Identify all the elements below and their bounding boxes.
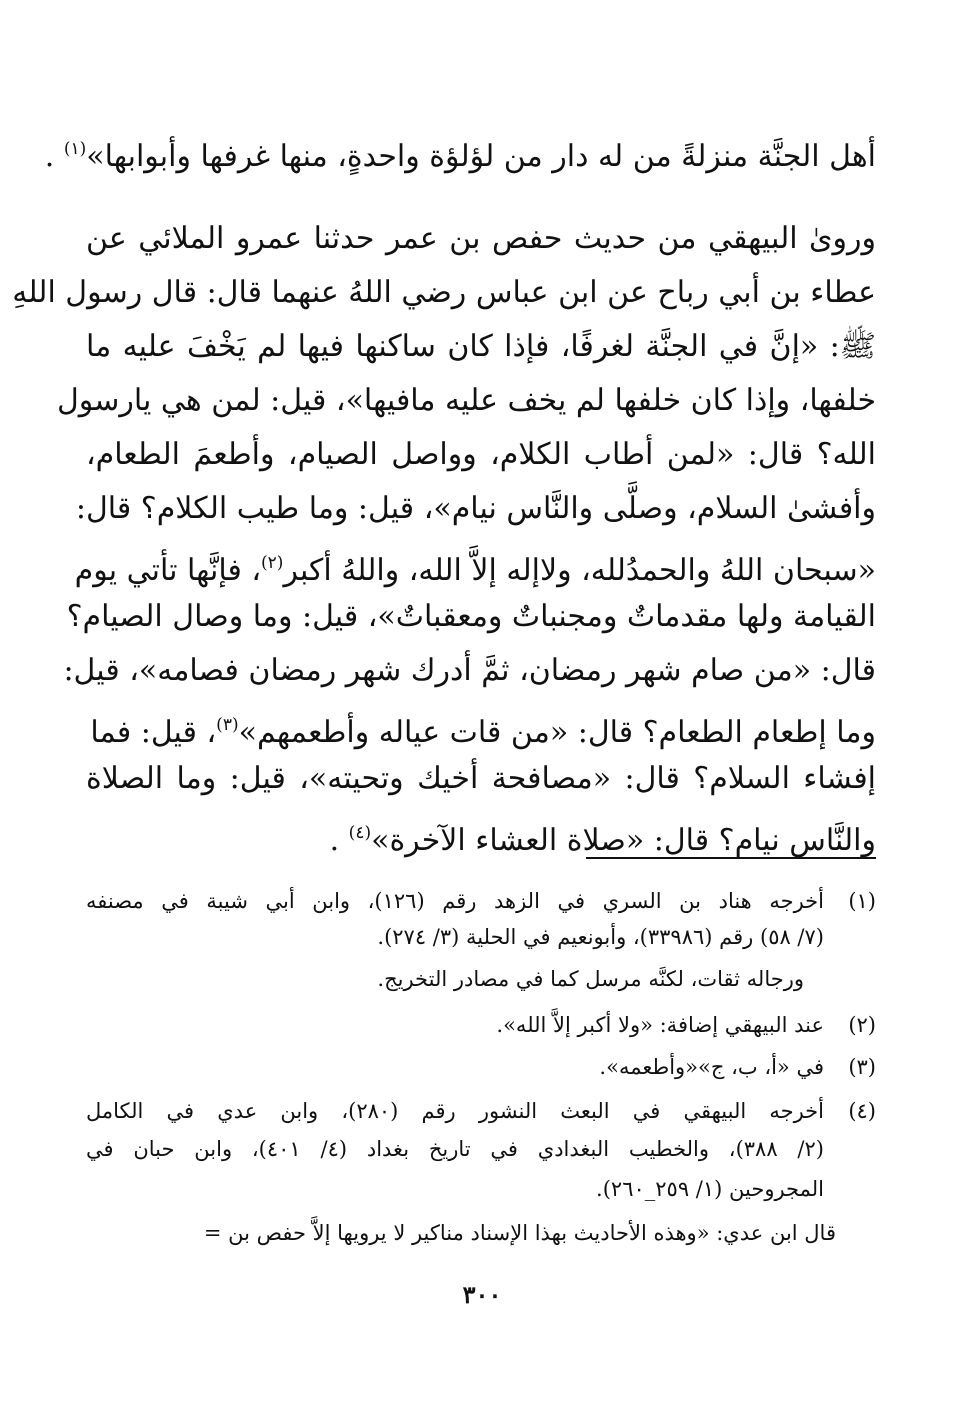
footnote-3-line-1: في «أ، ب، ج»«وأطعمه». (599, 1055, 824, 1079)
footnote-2-line-1: عند البيهقي إضافة: «ولا أكبر إلاَّ الله». (496, 1013, 824, 1037)
paragraph-2-line-3: ﷺ: «إنَّ في الجنَّة لغرفًا، فإذا كان ساكنها فيها لم يَخْفَ عليه ما (86, 329, 876, 364)
page-number: ٣٠٠ (462, 1280, 502, 1309)
paragraph-2-line-4: خلفها، وإذا كان خلفها لم يخف عليه مافيها»، قيل: لمن هي يارسول (56, 383, 876, 418)
footnote-ref-3: (٣) (216, 715, 239, 735)
footnote-2-number: (٢) (848, 1013, 876, 1037)
paragraph-2-line-8: القيامة ولها مقدماتٌ ومجنباتٌ ومعقباتٌ»، قيل: وما وصال الصيام؟ (66, 599, 876, 634)
footnote-ref-1: (١) (63, 139, 87, 159)
footnote-1-number: (١) (848, 889, 876, 913)
footnote-4-number: (٤) (848, 1099, 876, 1123)
paragraph-1-end: . (44, 139, 64, 174)
paragraph-2-line-10 (86, 700, 876, 750)
footnote-1-line-1: أخرجه هناد بن السري في الزهد رقم (١٢٦)، وابن أبي شيبة في مصنفه (86, 889, 824, 913)
footnote-4-line-3: المجروحين (١/ ٢٥٩_٢٦٠). (596, 1177, 824, 1201)
line-7-start: «سبحان اللهُ والحمدُلله، ولاإله إلاَّ الله، واللهُ أكبر (283, 553, 876, 588)
footnote-4-line-1: أخرجه البيهقي في البعث النشور رقم (٢٨٠)، وابن عدي في الكامل (86, 1099, 824, 1123)
paragraph-1-line-1 (44, 124, 876, 174)
line-12-start: والنَّاس نيام؟ قال: «صلاة العشاء الآخرة» (371, 823, 876, 858)
footnote-1-line-2: (٧/ ٥٨) رقم (٣٣٩٨٦)، وأبونعيم في الحلية (٣/ ٢٧٤). (377, 925, 824, 949)
footnote-separator (586, 857, 876, 859)
paragraph-2-line-9: قال: «من صام شهر رمضان، ثمَّ أدرك شهر رمضان فصامه»، قيل: (63, 653, 876, 688)
paragraph-1-text: أهل الجنَّة منزلةً من له دار من لؤلؤة واحدةٍ، منها غرفها وأبوابها» (86, 139, 876, 174)
paragraph-2-line-7 (74, 538, 876, 588)
footnote-ref-2: (٢) (261, 553, 284, 573)
paragraph-2-line-5: الله؟ قال: «لمن أطاب الكلام، وواصل الصيام، وأطعمَ الطعام، (86, 437, 876, 472)
footnote-ref-4: (٤) (348, 823, 372, 843)
paragraph-2-line-6: وأفشیٰ السلام، وصلَّى والنَّاس نيام»، قيل: وما طيب الكلام؟ قال: (75, 491, 876, 526)
line-7-end: ، فإنَّها تأتي يوم (74, 553, 262, 588)
line-12-end: . (329, 823, 349, 858)
footnote-4-line-4: قال ابن عدي: «وهذه الأحاديث بهذا الإسناد مناكير لا يرويها إلاَّ حفص بن = (203, 1221, 836, 1245)
footnote-4-line-2: (٢/ ٣٨٨)، والخطيب البغدادي في تاريخ بغداد (٤/ ٤٠١)، وابن حبان في (86, 1137, 824, 1161)
paragraph-2-line-1: ورویٰ البیهقي من حدیث حفص بن عمر حدثنا عمرو الملائي عن (86, 221, 876, 256)
line-10-end: ، قيل: فما (90, 715, 217, 750)
footnote-3-number: (٣) (848, 1055, 876, 1079)
line-10-start: وما إطعام الطعام؟ قال: «من قات عياله وأطعمهم» (238, 715, 876, 750)
paragraph-2-line-2: عطاء بن أبي رباح عن ابن عباس رضي اللهُ عنهما قال: قال رسول اللهِ (12, 275, 876, 310)
paragraph-2-line-11: إفشاء السلام؟ قال: «مصافحة أخيك وتحيته»، قيل: وما الصلاة (86, 761, 876, 796)
footnote-1-line-3: ورجاله ثقات، لكنَّه مرسل كما في مصادر التخريج. (377, 967, 804, 991)
paragraph-2-line-12 (86, 808, 876, 858)
